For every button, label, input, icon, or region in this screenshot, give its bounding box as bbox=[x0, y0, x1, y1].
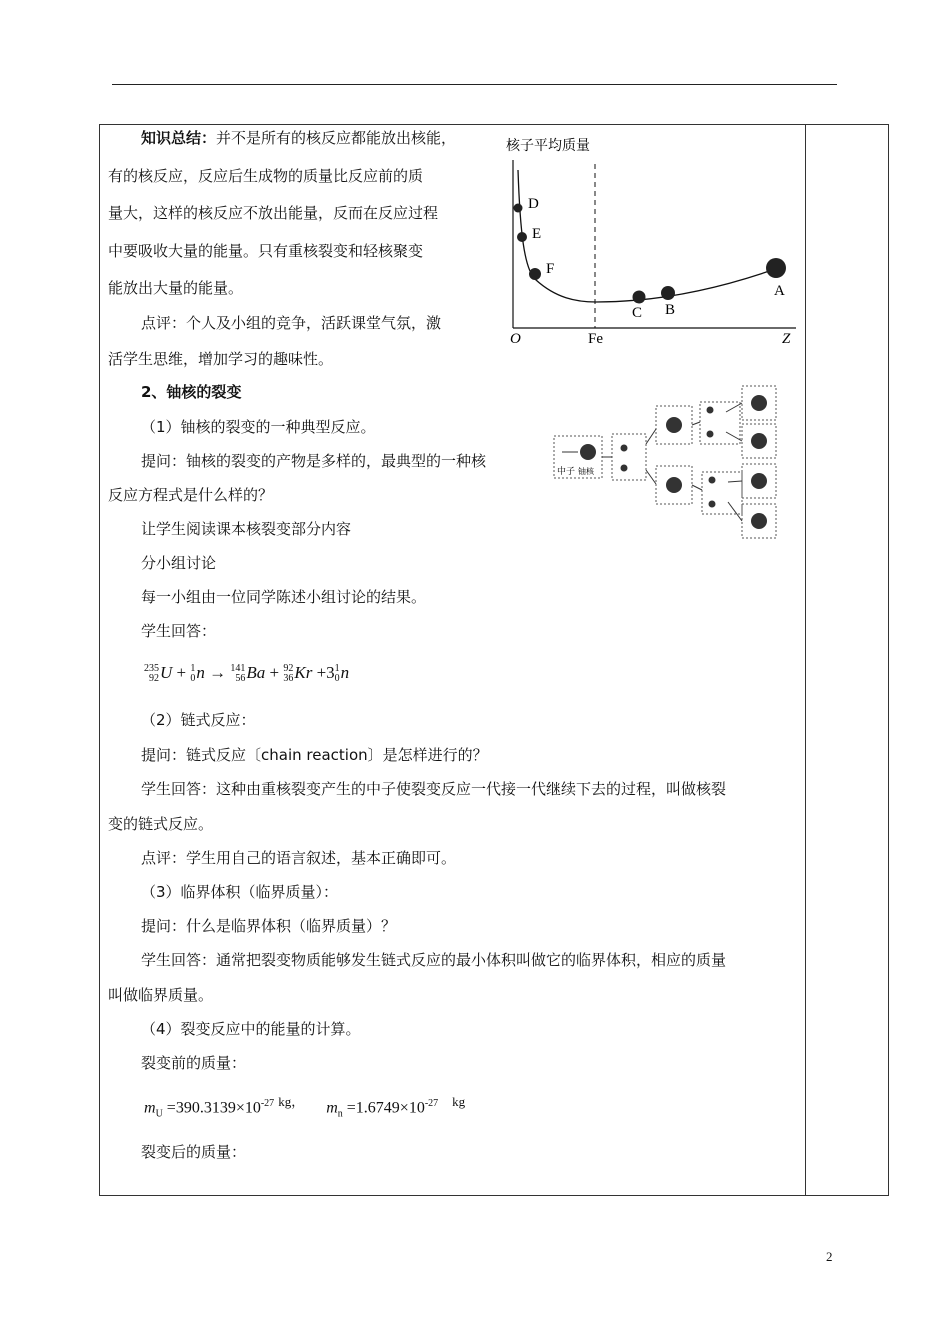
graph-origin: O bbox=[510, 331, 521, 347]
n-symbol: n bbox=[196, 663, 205, 682]
graph-label-e: E bbox=[532, 226, 542, 242]
mn-exponent: -27 bbox=[424, 1098, 439, 1109]
summary-line-3: 量大，这样的核反应不放出能量，反而在反应过程 bbox=[108, 204, 439, 222]
energy-after: 裂变后的质量： bbox=[141, 1143, 247, 1161]
mu-unit: kg， bbox=[278, 1094, 305, 1109]
graph-curve bbox=[518, 170, 778, 302]
section-2-q1a: 提问：铀核的裂变的产物是多样的，最典型的一种核 bbox=[141, 452, 487, 470]
nucleus-d bbox=[514, 204, 523, 213]
section-2-report: 每一小组由一位同学陈述小组讨论的结果。 bbox=[141, 588, 427, 606]
kr-atomic-number: 36 bbox=[283, 673, 294, 685]
section-2-answer-label: 学生回答： bbox=[141, 622, 217, 640]
critical-q3: 提问：什么是临界体积（临界质量）？ bbox=[141, 917, 397, 935]
reaction-arrow: → bbox=[209, 663, 227, 682]
chain-q2: 提问：链式反应〔chain reaction〕是怎样进行的？ bbox=[141, 746, 488, 764]
fission-equation bbox=[144, 660, 349, 686]
summary-line1-text: 并不是所有的核反应都能放出核能， bbox=[216, 129, 457, 147]
n2-nuclide bbox=[335, 664, 340, 684]
section-2-q1b: 反应方程式是什么样的？ bbox=[108, 486, 274, 504]
mu-subscript: U bbox=[155, 1108, 163, 1120]
u-nuclide bbox=[144, 664, 159, 684]
summary-line-2: 有的核反应，反应后生成物的质量比反应前的质 bbox=[108, 167, 424, 185]
mu-value: =390.3139×10 bbox=[166, 1099, 261, 1117]
summary-line-4: 中要吸收大量的能量。只有重核裂变和轻核聚变 bbox=[108, 242, 424, 260]
section-2-discuss: 分小组讨论 bbox=[141, 554, 217, 572]
n-nuclide bbox=[190, 664, 195, 684]
plus-2: + bbox=[269, 663, 280, 682]
neutron-coefficient: 3 bbox=[326, 663, 335, 682]
graph-ylabel: 核子平均质量 bbox=[506, 138, 590, 154]
ba-nuclide bbox=[230, 664, 245, 684]
graph-label-c: C bbox=[632, 305, 643, 321]
plus-1: + bbox=[176, 663, 187, 682]
mass-values bbox=[144, 1092, 465, 1125]
nucleus-a bbox=[766, 258, 786, 278]
ba-symbol: Ba bbox=[246, 663, 266, 682]
summary-comment-1: 点评：个人及小组的竞争，活跃课堂气氛，激 bbox=[141, 314, 442, 332]
header-rule bbox=[112, 84, 837, 85]
u-atomic-number: 92 bbox=[149, 673, 159, 685]
u-mass-number: 235 bbox=[144, 663, 159, 675]
chain-c2: 点评：学生用自己的语言叙述，基本正确即可。 bbox=[141, 849, 457, 867]
chain-p2: （2）链式反应： bbox=[141, 711, 256, 729]
mu-symbol: m bbox=[144, 1099, 156, 1117]
chain-a2b: 变的链式反应。 bbox=[108, 815, 214, 833]
mn-symbol: m bbox=[326, 1099, 338, 1117]
critical-a3b: 叫做临界质量。 bbox=[108, 986, 214, 1004]
chain-label-uranium: 铀核 bbox=[578, 467, 594, 476]
kr-symbol: Kr bbox=[294, 663, 313, 682]
summary-comment-2: 活学生思维，增加学习的趣味性。 bbox=[108, 350, 334, 368]
kr-nuclide bbox=[283, 664, 293, 684]
nucleus-b bbox=[661, 286, 675, 300]
page-number: 2 bbox=[826, 1249, 833, 1264]
chain-label-neutron: 中子 bbox=[557, 467, 576, 477]
nucleon-mass-graph bbox=[496, 130, 802, 350]
n2-mass-number: 1 bbox=[334, 663, 340, 675]
ba-atomic-number: 56 bbox=[235, 673, 246, 685]
graph-label-f: F bbox=[546, 261, 555, 277]
critical-a3a: 学生回答：通常把裂变物质能够发生链式反应的最小体积叫做它的临界体积，相应的质量 bbox=[141, 951, 727, 969]
section-2-p1: （1）铀核的裂变的一种典型反应。 bbox=[141, 418, 376, 436]
n-mass-number: 1 bbox=[190, 663, 196, 675]
energy-p4: （4）裂变反应中的能量的计算。 bbox=[141, 1020, 361, 1038]
plus-3: + bbox=[316, 663, 327, 682]
n2-symbol: n bbox=[340, 663, 350, 682]
u-symbol: U bbox=[160, 663, 173, 682]
graph-label-a: A bbox=[774, 283, 785, 299]
graph-label-d: D bbox=[528, 196, 539, 212]
kr-mass-number: 92 bbox=[283, 663, 294, 675]
nucleus-c bbox=[633, 291, 646, 304]
table-column-divider bbox=[805, 124, 806, 1196]
critical-p3: （3）临界体积（临界质量）： bbox=[141, 883, 339, 901]
chain-reaction-diagram bbox=[552, 384, 782, 542]
section-2-title: 2、铀核的裂变 bbox=[141, 383, 242, 401]
mu-exponent: -27 bbox=[260, 1098, 275, 1109]
mn-value: =1.6749×10 bbox=[346, 1099, 425, 1117]
section-2-read: 让学生阅读课本核裂变部分内容 bbox=[141, 520, 352, 538]
mn-subscript: n bbox=[337, 1108, 343, 1120]
graph-z-label: Z bbox=[782, 331, 791, 347]
mn-unit: kg bbox=[452, 1094, 466, 1109]
ba-mass-number: 141 bbox=[230, 663, 246, 675]
n2-atomic-number: 0 bbox=[334, 673, 340, 685]
n-atomic-number: 0 bbox=[190, 673, 196, 685]
summary-line-5: 能放出大量的能量。 bbox=[108, 279, 244, 297]
graph-label-b: B bbox=[665, 302, 676, 318]
summary-line-1 bbox=[141, 128, 456, 148]
graph-fe-label: Fe bbox=[588, 331, 603, 347]
chain-a2a: 学生回答：这种由重核裂变产生的中子使裂变反应一代接一代继续下去的过程，叫做核裂 bbox=[141, 780, 727, 798]
nucleus-e bbox=[517, 232, 527, 242]
summary-label: 知识总结： bbox=[141, 129, 217, 147]
energy-before: 裂变前的质量： bbox=[141, 1054, 247, 1072]
nucleus-f bbox=[529, 268, 541, 280]
